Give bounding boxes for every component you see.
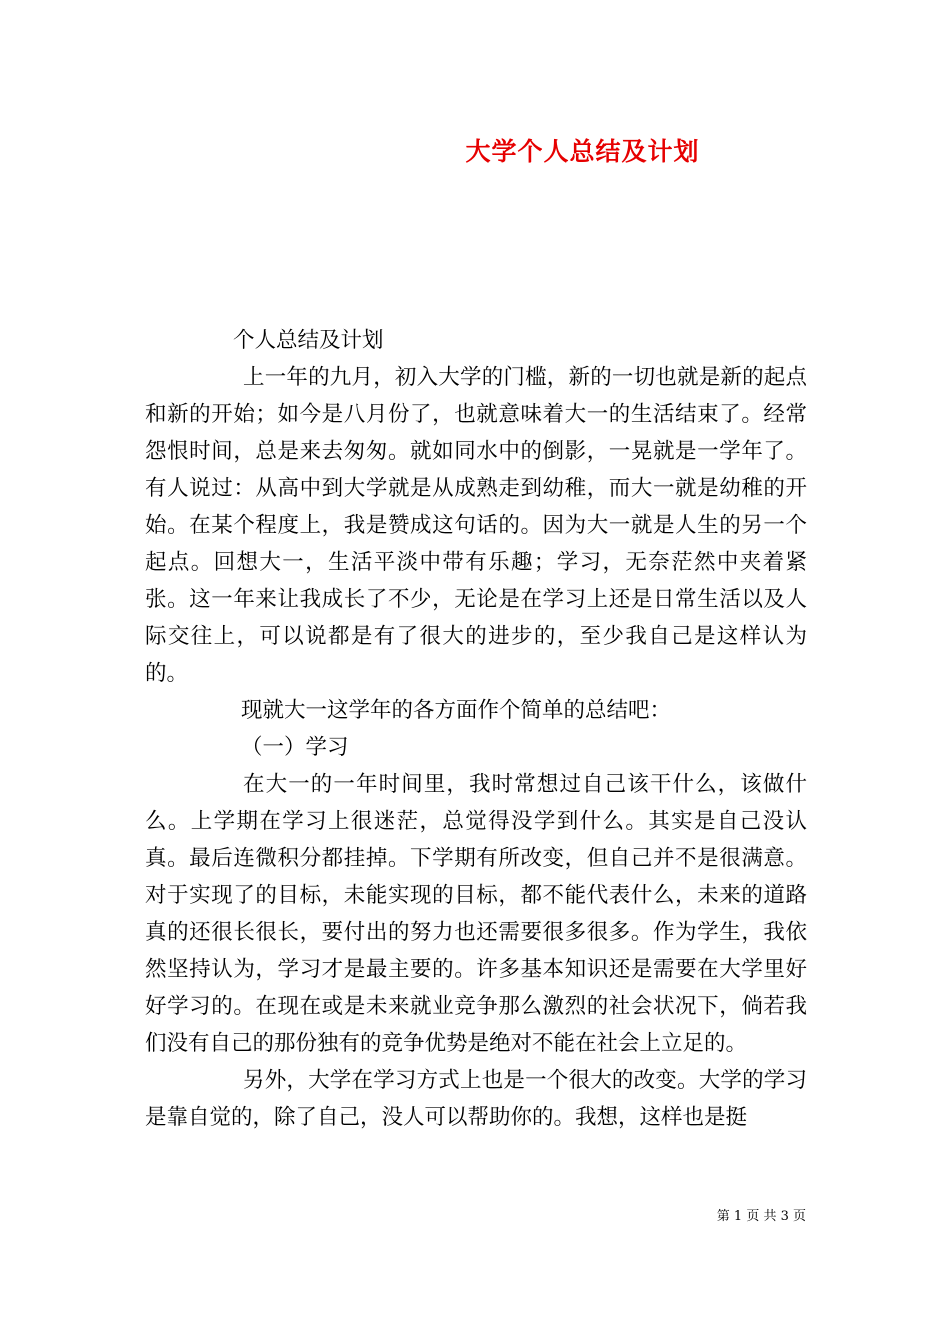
paragraph-study-method: 另外，大学在学习方式上也是一个很大的改变。大学的学习是靠自觉的，除了自己，没人可以帮助你的。我想，这样也是挺: [145, 1068, 807, 1130]
document-body: [145, 322, 807, 1136]
paragraph-study: 在大一的一年时间里，我时常想过自己该干什么，该做什么。上学期在学习上很迷茫，总觉得没学到什么。其实是自己没认真。最后连微积分都挂掉。下学期有所改变，但自己并不是很满意。对于实现了的目标，未能实现的目标，都不能代表什么，未来的道路真的还很长很长，要付出的努力也还需要很多很多。作为学生，我依然坚持认为，学习才是最主要的。许多基本知识还是需要在大学里好好学习的。在现在或是未来就业竞争那么激烈的社会状况下，倘若我们没有自己的那份独有的竞争优势是绝对不能在社会上立足的。: [145, 772, 807, 1056]
document-title: 大学个人总结及计划: [465, 137, 700, 166]
subsection-heading-study: （一）学习: [241, 735, 349, 760]
page-number-footer: 第 1 页 共 3 页: [716, 1209, 806, 1224]
paragraph-intro: 上一年的九月，初入大学的门槛，新的一切也就是新的起点和新的开始；如今是八月份了，也就意味着大一的生活结束了。经常怨恨时间，总是来去匆匆。就如同水中的倒影，一晃就是一学年了。有人说过：从高中到大学就是从成熟走到幼稚，而大一就是幼稚的开始。在某个程度上，我是赞成这句话的。因为大一就是人生的另一个起点。回想大一，生活平淡中带有乐趣；学习，无奈茫然中夹着紧张。这一年来让我成长了不少，无论是在学习上还是日常生活以及人际交往上，可以说都是有了很大的进步的，至少我自己是这样认为的。: [145, 365, 807, 686]
section-heading: 个人总结及计划: [233, 328, 384, 353]
paragraph-summary-lead: 现就大一这学年的各方面作个简单的总结吧：: [241, 698, 672, 723]
